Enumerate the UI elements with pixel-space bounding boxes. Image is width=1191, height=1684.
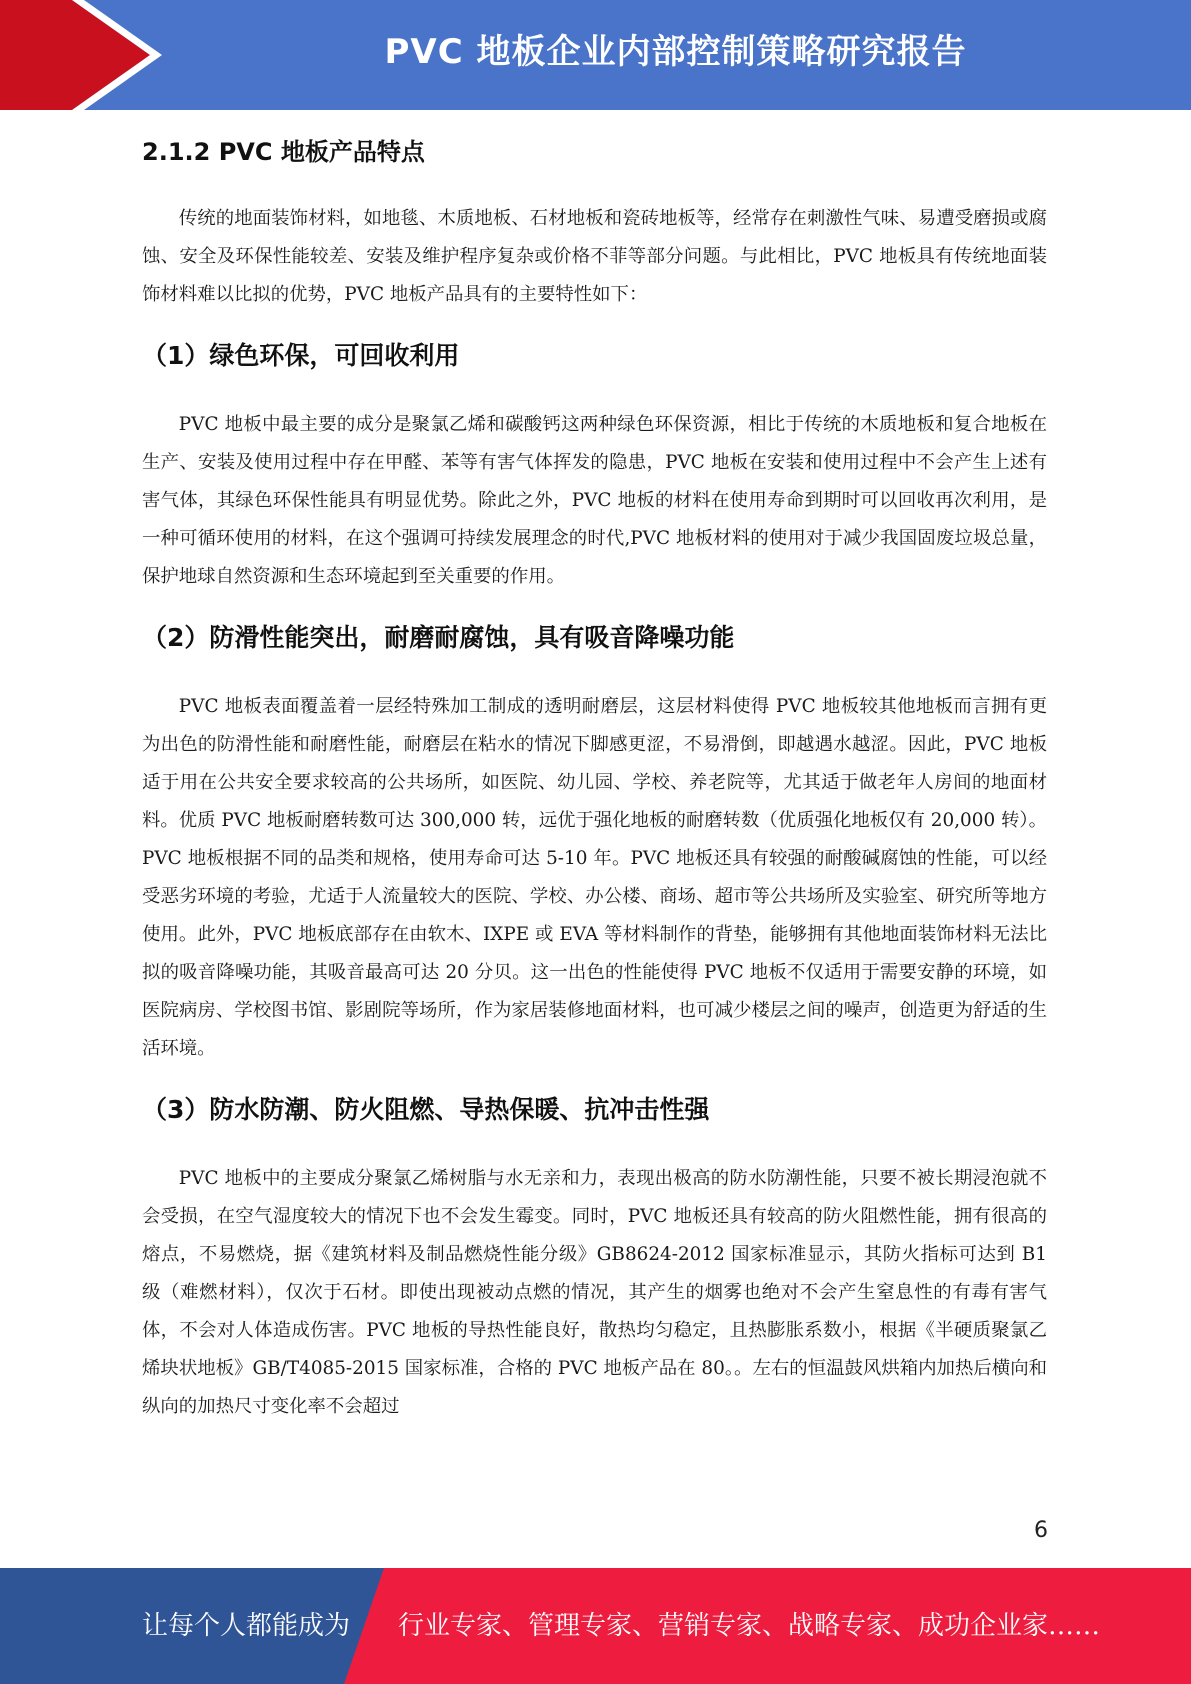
page-number: 6 [1034, 1518, 1048, 1543]
subsection-paragraph-3: PVC 地板中的主要成分聚氯乙烯树脂与水无亲和力，表现出极高的防水防潮性能，只要不被长期浸泡就不会受损，在空气湿度较大的情况下也不会发生霉变。同时，PVC 地板还具有较高的防火阻燃性能，拥有很高的熔点，不易燃烧，据《建筑材料及制品燃烧性能分级》GB8624-2012 国家标准显示，其防火指标可达到 B1 级（难燃材料），仅次于石材。即使出现被动点燃的情况，其产生的烟雾也绝对不会产生窒息性的有毒有害气体，不会对人体造成伤害。PVC 地板的导热性能良好，散热均匀稳定，且热膨胀系数小，根据《半硬质聚氯乙烯块状地板》GB/T4085-2015 国家标准，合格的 PVC 地板产品在 80。。左右的恒温鼓风烘箱内加热后横向和纵向的加热尺寸变化率不会超过 [142, 1168, 1047, 1417]
page-content [142, 118, 1047, 1426]
footer-banner [0, 1568, 1191, 1684]
subsection-heading-1: （1）绿色环保，可回收利用 [142, 341, 460, 370]
footer-slogan-left: 让每个人都能成为 [142, 1611, 351, 1641]
footer-slogan-right: 行业专家、管理专家、营销专家、战略专家、成功企业家…… [398, 1611, 1101, 1641]
document-title: PVC 地板企业内部控制策略研究报告 [384, 32, 967, 72]
header-arrow-decoration [0, 0, 200, 110]
subsection-paragraph-2: PVC 地板表面覆盖着一层经特殊加工制成的透明耐磨层，这层材料使得 PVC 地板较其他地板而言拥有更为出色的防滑性能和耐磨性能，耐磨层在粘水的情况下脚感更涩，不易滑倒，即越遇水越涩。因此，PVC 地板适于用在公共安全要求较高的公共场所，如医院、幼儿园、学校、养老院等，尤其适于做老年人房间的地面材料。优质 PVC 地板耐磨转数可达 300,000 转，远优于强化地板的耐磨转数（优质强化地板仅有 20,000 转）。PVC 地板根据不同的品类和规格，使用寿命可达 5-10 年。PVC 地板还具有较强的耐酸碱腐蚀的性能，可以经受恶劣环境的考验，尤适于人流量较大的医院、学校、办公楼、商场、超市等公共场所及实验室、研究所等地方使用。此外，PVC 地板底部存在由软木、IXPE 或 EVA 等材料制作的背垫，能够拥有其他地面装饰材料无法比拟的吸音降噪功能，其吸音最高可达 20 分贝。这一出色的性能使得 PVC 地板不仅适用于需要安静的环境，如医院病房、学校图书馆、影剧院等场所，作为家居装修地面材料，也可减少楼层之间的噪声，创造更为舒适的生活环境。 [142, 696, 1047, 1059]
header-banner [0, 0, 1191, 110]
section-heading: 2.1.2 PVC 地板产品特点 [142, 138, 425, 166]
intro-paragraph: 传统的地面装饰材料，如地毯、木质地板、石材地板和瓷砖地板等，经常存在刺激性气味、易遭受磨损或腐蚀、安全及环保性能较差、安装及维护程序复杂或价格不菲等部分问题。与此相比，PVC 地板具有传统地面装饰材料难以比拟的优势，PVC 地板产品具有的主要特性如下： [142, 208, 1047, 305]
subsection-heading-2: （2）防滑性能突出，耐磨耐腐蚀，具有吸音降噪功能 [142, 623, 735, 652]
subsection-paragraph-1: PVC 地板中最主要的成分是聚氯乙烯和碳酸钙这两种绿色环保资源，相比于传统的木质地板和复合地板在生产、安装及使用过程中存在甲醛、苯等有害气体挥发的隐患，PVC 地板在安装和使用过程中不会产生上述有害气体，其绿色环保性能具有明显优势。除此之外，PVC 地板的材料在使用寿命到期时可以回收再次利用，是一种可循环使用的材料，在这个强调可持续发展理念的时代,PVC 地板材料的使用对于减少我国固废垃圾总量，保护地球自然资源和生态环境起到至关重要的作用。 [142, 414, 1047, 587]
subsection-heading-3: （3）防水防潮、防火阻燃、导热保暖、抗冲击性强 [142, 1095, 710, 1124]
